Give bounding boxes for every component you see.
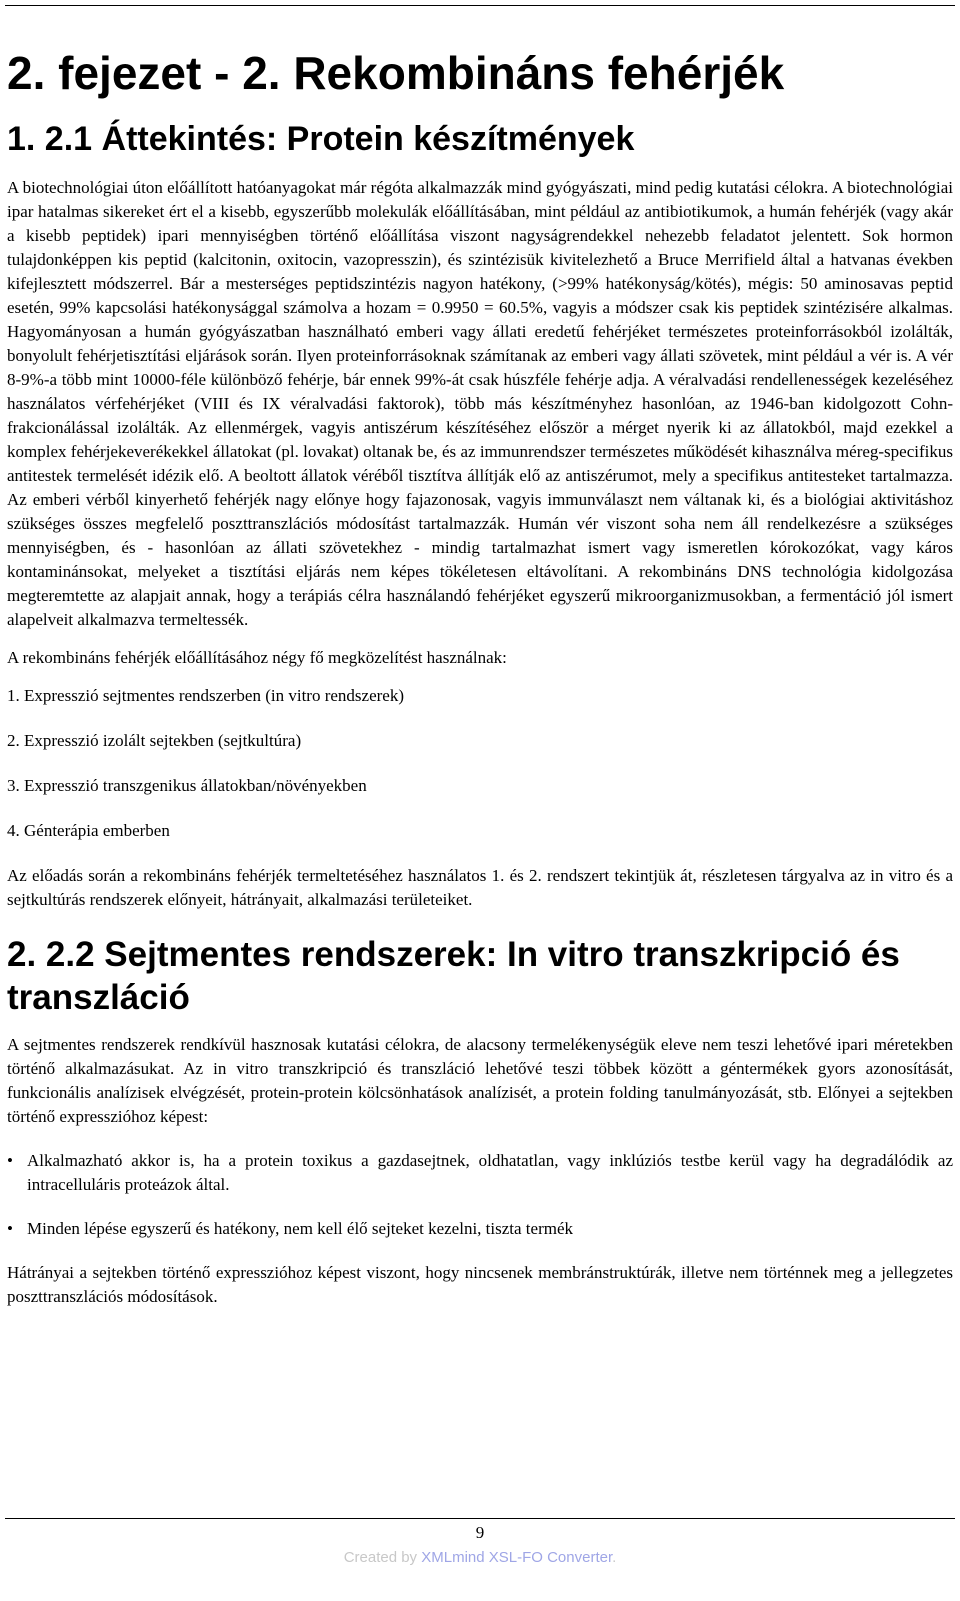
footer-credit-suffix: .: [612, 1549, 617, 1566]
footer-credit-link[interactable]: XMLmind XSL-FO Converter: [421, 1549, 613, 1566]
advantage-item-2: [7, 1217, 953, 1241]
advantages-list: [7, 1149, 953, 1241]
top-rule: [5, 5, 955, 6]
advantage-text-1: Alkalmazható akkor is, ha a protein toxikus a gazdasejtnek, oldhatatlan, vagy inklúziós testbe kerül vagy ha degradálódik az intracelluláris proteázok által.: [27, 1151, 953, 1195]
approach-list-item-2: 2. Expresszió izolált sejtekben (sejtkultúra): [7, 731, 302, 751]
footer-credit: [0, 1548, 960, 1568]
chapter-title: 2. fejezet - 2. Rekombináns fehérjék: [7, 47, 785, 99]
section-2-closing-paragraph: Hátrányai a sejtekben történő expresszióhoz képest viszont, hogy nincsenek membránstruktúrák, illetve nem történnek meg a jellegzetes poszttranszlációs módosítások.: [7, 1263, 953, 1307]
approach-list-item-1: 1. Expresszió sejtmentes rendszerben (in vitro rendszerek): [7, 686, 404, 706]
page-content: [7, 48, 953, 1323]
bullet-marker: •: [7, 1151, 13, 1171]
bottom-rule: [5, 1518, 955, 1519]
footer-credit-prefix: Created by: [343, 1549, 422, 1566]
bullet-marker: •: [7, 1219, 13, 1239]
section-2-intro-paragraph: A sejtmentes rendszerek rendkívül hasznosak kutatási célokra, de alacsony termelékenységük eleve nem teszi lehetővé ipari méretekben történő alkalmazásukat. Az in vitro transzkripció és transzláció lehetővé teszi többek között a géntermékek gyors azonosítását, funkcionális analízisek elvégzését, protein-protein kölcsönhatások analízisét, a protein folding tanulmányozását, stb. Előnyei a sejtekben történő expresszióhoz képest:: [7, 1035, 953, 1127]
advantage-item-1: [7, 1149, 953, 1197]
section-1-paragraph-2: A rekombináns fehérjék előállításához négy fő megközelítést használnak:: [7, 648, 507, 668]
page-number: 9: [475, 1523, 485, 1542]
section-1-closing-paragraph: Az előadás során a rekombináns fehérjék termeltetéséhez használatos 1. és 2. rendszert tekintjük át, részletesen tárgyalva az in vitro és a sejtkultúrás rendszerek előnyeit, hátrányait, alkalmazási területeiket.: [7, 866, 953, 910]
section-1-paragraph-1: A biotechnológiai úton előállított hatóanyagokat már régóta alkalmazzák mind gyógyászati, mind pedig kutatási célokra. A biotechnológiai ipar hatalmas sikereket ért el a kisebb, egyszerűbb molekulák előállításában, mint például az antibiotikumok, a humán fehérjék (vagy akár a kisebb peptidek) ipari mennyiségben történő előállítása viszont nagyságrendekkel nehezebb feladatot jelentett. Sok hormon tulajdonképpen kis peptid (kalcitonin, oxitocin, vazopresszin), és szintézisük kivitelezhető a Bruce Merrifield által a hatvanas években kifejlesztett módszerrel. Bár a mesterséges peptidszintézis nagyon hatékony, (>99% hatékonyság/kötés), mégis: 50 aminosavas peptid esetén, 99% kapcsolási hatékonysággal számolva a hozam = 0.9950 = 60.5%, vagyis a módszer csak kis peptidek szintézisére alkalmas. Hagyományosan a humán gyógyászatban használható emberi vagy állati eredetű fehérjéket természetes proteinforrásokból izolálták, bonyolult fehérjetisztítási eljárások során. Ilyen proteinforrásoknak számítanak az emberi vagy állati szövetek, mint például a vér is. A vér 8-9%-a több mint 10000-féle különböző fehérje, bár ennek 99%-át csak húszféle fehérje adja. A véralvadási rendellenességek kezeléséhez használatos vérfehérjéket (VIII és IX véralvadási faktorok), több más készítményhez hasonlóan, az 1946-ban kidolgozott Cohn-frakcionálással izolálták. Az ellenmérgek, vagyis antiszérum készítéséhez először a mérget nyerik ki az állatokból, majd ezekkel a komplex fehérjekeverékekkel állatokat (pl. lovakat) oltanak be, és az immunrendszer természetes működését kihasználva méreg-specifikus antitestek termelését idézik elő. A beoltott állatok véréből tisztítva állítják elő az antiszérumot, mely a specifikus antitesteket tartalmazza. Az emberi vérből kinyerhető fehérjék nagy előnye hogy fajazonosak, vagyis immunválaszt nem váltanak ki, és a biológiai aktivitáshoz szükséges összes megfelelő poszttranszlációs módosítást tartalmazzák. Humán vér viszont soha nem áll rendelkezésre a szükséges mennyiségben, és - hasonlóan az állati szövetekhez - mindig tartalmazhat ismert vagy ismeretlen kórokozókat, vagy káros kontaminánsokat, melyeket a tisztítási eljárás nem képes tökéletesen eltávolítani. A rekombináns DNS technológia kidolgozása megteremtette az alapjait annak, hogy a terápiás célra használandó fehérjéket egyszerű mikroorganizmusokban, a fermentáció jól ismert alapelveit alkalmazva termeltessék.: [7, 178, 953, 630]
approach-list-item-4: 4. Génterápia emberben: [7, 821, 170, 841]
advantage-text-2: Minden lépése egyszerű és hatékony, nem kell élő sejteket kezelni, tiszta termék: [27, 1219, 574, 1239]
approach-list-item-3: 3. Expresszió transzgenikus állatokban/növényekben: [7, 776, 367, 796]
section-2-title: 2. 2.2 Sejtmentes rendszerek: In vitro transzkripció és transzláció: [7, 935, 900, 1017]
section-1-title: 1. 2.1 Áttekintés: Protein készítmények: [7, 119, 635, 158]
